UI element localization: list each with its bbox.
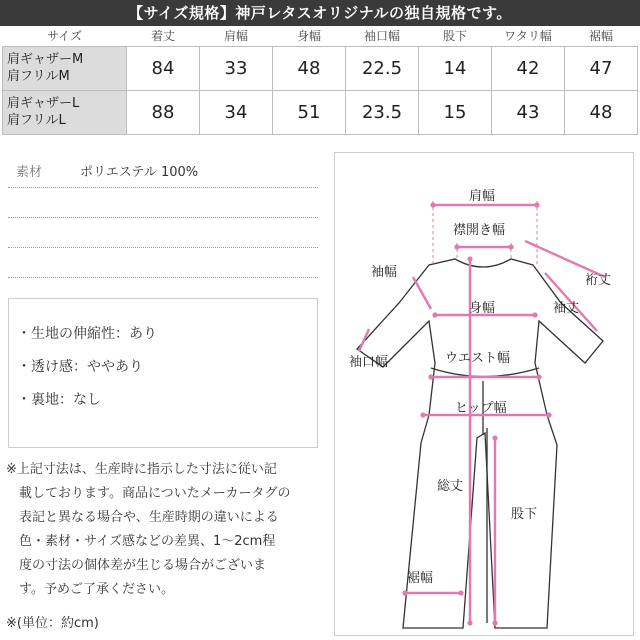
label-sleeve-width: 袖幅 bbox=[371, 265, 398, 280]
table-cell: 88 bbox=[127, 90, 200, 134]
arrow-end bbox=[534, 202, 539, 207]
property-sheerness: ・透け感：ややあり bbox=[17, 359, 143, 375]
sleeve-width-arrow bbox=[413, 277, 431, 309]
size-label-line: 肩ギャザーL bbox=[7, 96, 80, 111]
arrow-end bbox=[536, 374, 541, 379]
label-shoulder: 肩幅 bbox=[469, 189, 496, 204]
label-waist: ウエスト幅 bbox=[445, 351, 511, 366]
arrow-end bbox=[428, 374, 433, 379]
label-body-width: 身幅 bbox=[469, 301, 496, 316]
arrow-end bbox=[532, 312, 537, 317]
arrow-end bbox=[458, 590, 463, 595]
fabric-properties-box bbox=[8, 298, 318, 448]
size-table-header bbox=[3, 26, 638, 46]
header-cell: 股下 bbox=[419, 26, 492, 46]
label-hip: ヒップ幅 bbox=[455, 401, 507, 416]
label-hem: 裾幅 bbox=[407, 571, 434, 586]
header-cell: ワタリ幅 bbox=[492, 26, 565, 46]
size-label bbox=[3, 46, 127, 90]
size-label-line: 肩ギャザーM bbox=[7, 52, 84, 67]
page-banner: 【サイズ規格】神戸レタスオリジナルの独自規格です。 bbox=[0, 0, 640, 26]
size-label-line: 肩フリルL bbox=[7, 113, 66, 128]
property-lining: ・裏地：なし bbox=[17, 392, 101, 408]
arrow-end bbox=[402, 590, 407, 595]
arrow-end bbox=[432, 312, 437, 317]
header-cell: 身幅 bbox=[273, 26, 346, 46]
header-cell: サイズ bbox=[3, 26, 127, 46]
cuff-arrow bbox=[359, 329, 369, 351]
arrow-end bbox=[546, 412, 551, 417]
header-cell: 着丈 bbox=[127, 26, 200, 46]
empty-row bbox=[8, 188, 318, 218]
table-cell: 84 bbox=[127, 46, 200, 90]
size-label-line: 肩フリルM bbox=[7, 69, 70, 84]
table-row bbox=[3, 90, 638, 134]
header-cell: 裾幅 bbox=[565, 26, 638, 46]
arrow-end bbox=[492, 620, 497, 625]
table-cell: 43 bbox=[492, 90, 565, 134]
material-value: ポリエステル 100% bbox=[80, 165, 199, 180]
measurement-diagram bbox=[334, 152, 634, 636]
size-label bbox=[3, 90, 127, 134]
arrow-end bbox=[430, 202, 435, 207]
unit-note: ※(単位：約cm) bbox=[6, 616, 99, 631]
table-cell: 14 bbox=[419, 46, 492, 90]
table-cell: 23.5 bbox=[346, 90, 419, 134]
size-note: ※上記寸法は、生産時に指示した寸法に従い記 載しております。商品についたメーカータグの 表記と異なる場合や、生産時期の違いによる 色・素材・サイズ感などの差異、1～2cm程 度の寸法の個体差が生じる場合がございま す。予めご了承ください。 bbox=[6, 462, 291, 597]
table-cell: 48 bbox=[565, 90, 638, 134]
table-cell: 47 bbox=[565, 46, 638, 90]
arrow-end bbox=[467, 620, 472, 625]
table-cell: 48 bbox=[273, 46, 346, 90]
label-yuki: 裄丈 bbox=[585, 273, 612, 288]
arrow-end bbox=[420, 412, 425, 417]
table-cell: 33 bbox=[200, 46, 273, 90]
empty-row bbox=[8, 218, 318, 248]
arrow-end bbox=[492, 435, 497, 440]
material-key: 素材 bbox=[16, 165, 43, 180]
material-row bbox=[8, 158, 318, 188]
table-cell: 51 bbox=[273, 90, 346, 134]
header-cell: 肩幅 bbox=[200, 26, 273, 46]
size-table bbox=[2, 26, 638, 135]
label-cuff: 袖口幅 bbox=[349, 355, 389, 370]
arrow-end bbox=[508, 244, 513, 249]
label-sleeve-length: 袖丈 bbox=[553, 301, 580, 316]
empty-row bbox=[8, 248, 318, 278]
material-section bbox=[8, 158, 318, 278]
table-row bbox=[3, 46, 638, 90]
table-cell: 42 bbox=[492, 46, 565, 90]
property-stretch: ・生地の伸縮性：あり bbox=[17, 326, 157, 342]
waist-line bbox=[431, 368, 539, 377]
table-cell: 15 bbox=[419, 90, 492, 134]
label-total-length: 総丈 bbox=[437, 479, 464, 494]
label-inseam: 股下 bbox=[511, 507, 538, 522]
label-neck: 襟開き幅 bbox=[453, 223, 506, 238]
arrow-end bbox=[467, 256, 472, 261]
table-cell: 34 bbox=[200, 90, 273, 134]
arrow-end bbox=[454, 244, 459, 249]
table-cell: 22.5 bbox=[346, 46, 419, 90]
header-cell: 袖口幅 bbox=[346, 26, 419, 46]
